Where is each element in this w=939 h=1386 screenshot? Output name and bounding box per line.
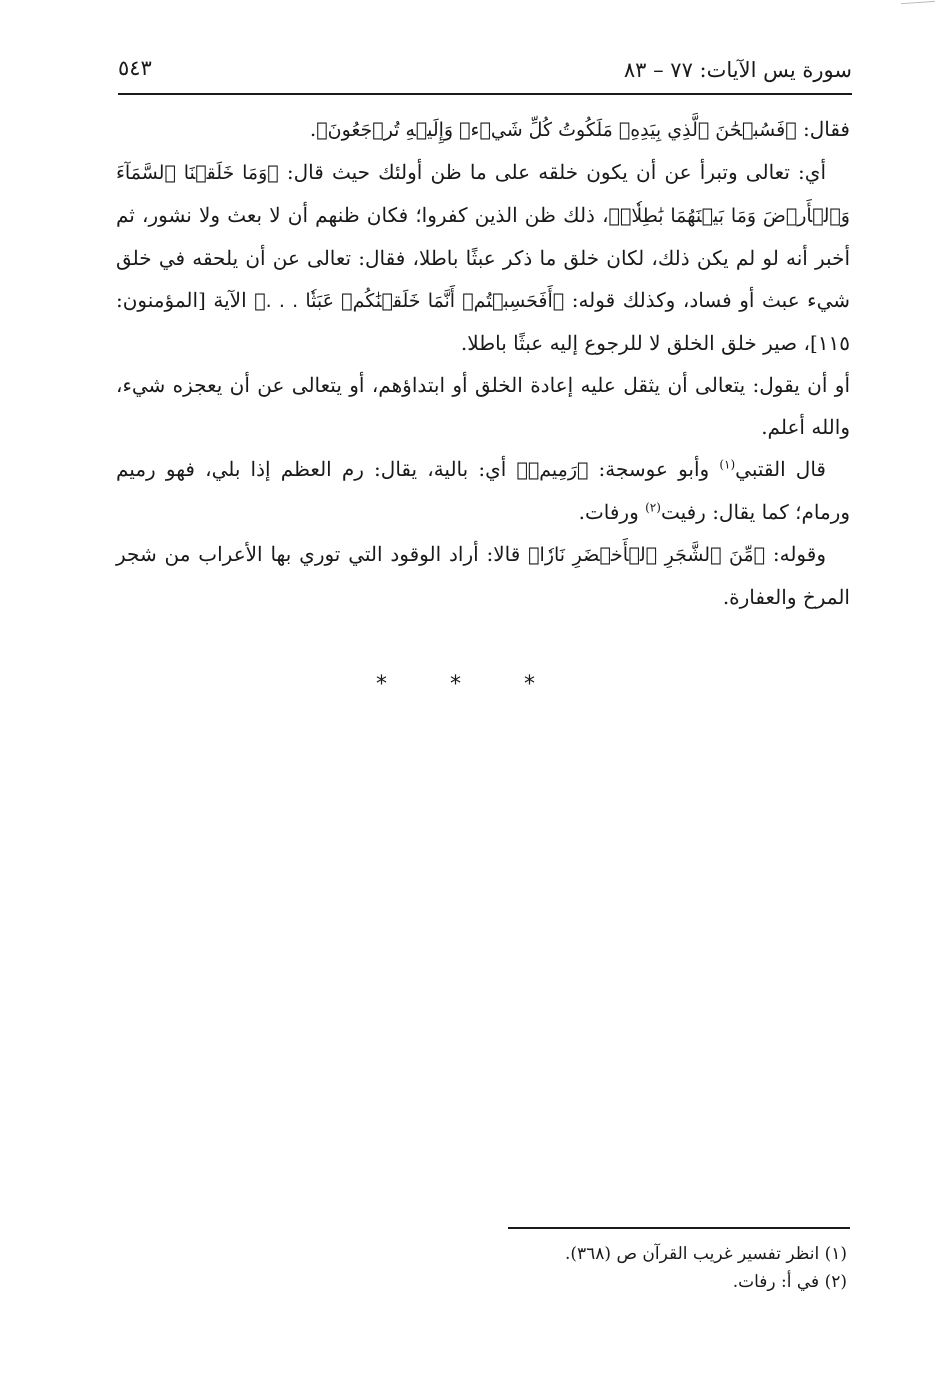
- text-run: قال القتبي: [735, 457, 826, 481]
- main-text: [116, 108, 850, 618]
- footnote-1: (١) انظر تفسير غريب القرآن ص (٣٦٨).: [564, 1244, 847, 1264]
- text-run: أي: بالية، يقال: رم العظم إذا بلي، فهو رميم ورمام؛ كما يقال: رفيت: [116, 457, 850, 524]
- footnote-ref: (١): [719, 457, 736, 472]
- text-run: وأبو عوسجة:: [588, 457, 720, 481]
- text-run: .: [309, 117, 317, 141]
- paragraph-3: [116, 364, 850, 448]
- footnote-2: (٢) في أ: رفات.: [732, 1272, 847, 1292]
- paragraph-2: [116, 151, 850, 364]
- quran-verse: ﴿أَفَحَسِبۡتُمۡ أَنَّمَا خَلَقۡنَٰكُمۡ عَبَثٗا . . .﴾: [254, 290, 565, 312]
- footnote-ref: (٢): [645, 500, 661, 515]
- page-number: ٥٤٣: [118, 56, 152, 80]
- header-title: سورة يس الآيات: ٧٧ – ٨٣: [623, 58, 852, 82]
- quran-verse: ﴿وَمَا خَلَقۡنَا ٱلسَّمَآءَ وَٱلۡأَرۡضَ وَمَا بَيۡنَهُمَا بَٰطِلٗاۚ﴾: [116, 162, 850, 227]
- quran-verse: ﴿رَمِيمٞ﴾: [516, 459, 589, 481]
- text-run: الآية [المؤمنون: ١١٥]، صير خلق الخلق لا للرجوع إليه عبثًا باطلا.: [116, 288, 850, 355]
- text-run: وقوله:: [765, 542, 826, 566]
- text-run: ، ذلك ظن الذين كفروا؛ فكان ظنهم أن لا بعث ولا نشور، ثم أخبر أنه لو لم يكن ذلك، لكان خلق ما ذكر عبثًا باطلا، فقال: تعالى عن أن يلحقه في خلق شيء عبث أو فساد، وكذلك قوله:: [116, 203, 851, 312]
- paragraph-4: [116, 448, 850, 533]
- running-header: [118, 52, 852, 92]
- footnotes: [247, 1240, 847, 1296]
- header-divider: [118, 93, 852, 95]
- text-run: قالا: أراد الوقود التي توري بها الأعراب من شجر المرخ والعفارة.: [116, 542, 850, 609]
- quran-verse: ﴿فَسُبۡحَٰنَ ٱلَّذِي بِيَدِهِۦ مَلَكُوتُ كُلِّ شَيۡءٖ وَإِلَيۡهِ تُرۡجَعُونَ﴾: [316, 119, 797, 141]
- text-run: أي: تعالى وتبرأ عن أن يكون خلقه على ما ظن أولئك حيث قال:: [278, 160, 827, 184]
- quran-verse: ﴿مِّنَ ٱلشَّجَرِ ٱلۡأَخۡضَرِ نَارٗا﴾: [528, 544, 766, 566]
- text-run: فقال:: [796, 117, 850, 141]
- paragraph-1: [116, 108, 850, 151]
- scan-corner-mark: [901, 1, 935, 6]
- paragraph-5: [116, 533, 850, 618]
- text-run: ورفات.: [578, 500, 646, 524]
- section-separator: * * *: [376, 672, 563, 697]
- footnote-divider: [508, 1227, 850, 1229]
- text-run: أو أن يقول: يتعالى أن يثقل عليه إعادة الخلق أو ابتداؤهم، أو يتعالى عن أن يعجزه شيء، والله أعلم.: [116, 373, 850, 439]
